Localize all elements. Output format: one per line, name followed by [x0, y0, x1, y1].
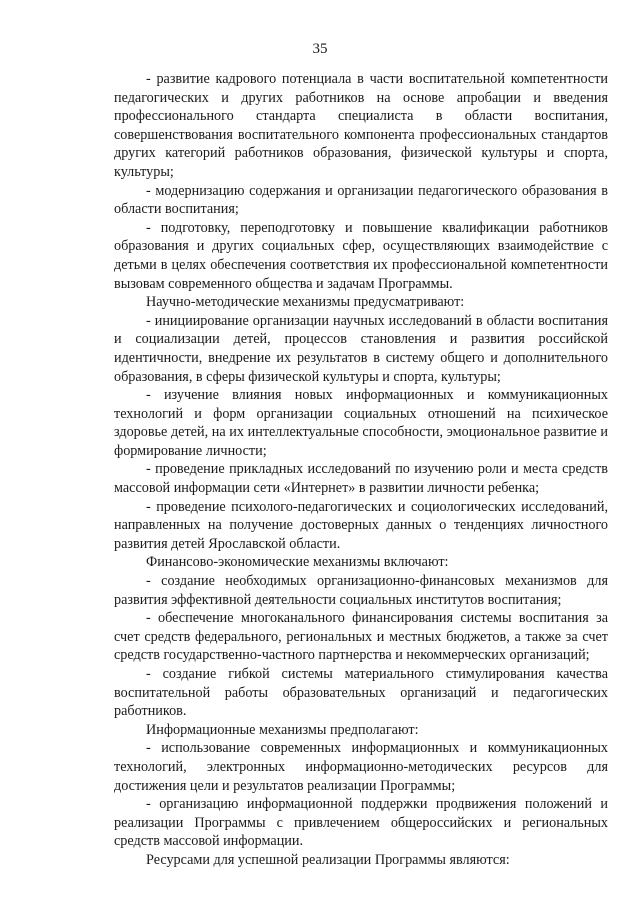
paragraph: - инициирование организации научных исследований в области воспитания и социализации детей, процессов становления и развития российской идентичности, внедрение их результатов в систему общего и дополнительного образования, в сферы физической культуры и спорта, культуры;: [114, 312, 608, 385]
paragraph: - подготовку, переподготовку и повышение квалификации работников образования и других социальных сфер, осуществляющих взаимодействие с детьми в целях обеспечения соответствия их профессиональной компетентности вызовам современного общества и задачам Программы.: [114, 219, 608, 292]
paragraph: - проведение психолого-педагогических и социологических исследований, направленных на получение достоверных данных о тенденциях личностного развития детей Ярославской области.: [114, 498, 608, 552]
section-heading: Научно-методические механизмы предусматривают:: [146, 294, 465, 311]
section-heading: Ресурсами для успешной реализации Программы являются:: [146, 851, 510, 868]
page-body: [114, 70, 608, 870]
paragraph: - обеспечение многоканального финансирования системы воспитания за счет средств федерального, региональных и местных бюджетов, а также за счет средств государственно-частного партнерства и некоммерческих организаций;: [114, 610, 608, 664]
paragraph: - проведение прикладных исследований по изучению роли и места средств массовой информации сети «Интернет» в развитии личности ребенка;: [114, 461, 608, 497]
paragraph: - модернизацию содержания и организации педагогического образования в области воспитания;: [114, 182, 608, 218]
paragraph: - развитие кадрового потенциала в части воспитательной компетентности педагогических и других работников на основе апробации и введения профессионального стандарта специалиста в области воспитания, совершенствования воспитательного компонента профессиональных стандартов других категорий работников образования, физической культуры и спорта, культуры;: [114, 71, 608, 180]
paragraph: - создание необходимых организационно-финансовых механизмов для развития эффективной деятельности социальных институтов воспитания;: [114, 573, 608, 608]
page-number: 35: [312, 41, 328, 57]
paragraph: - использование современных информационных и коммуникационных технологий, электронных информационно-методических ресурсов для достижения цели и результатов реализации Программы;: [114, 740, 608, 794]
section-heading: Финансово-экономические механизмы включают:: [146, 554, 449, 571]
section-heading: Информационные механизмы предполагают:: [146, 721, 419, 738]
paragraph: - создание гибкой системы материального стимулирования качества воспитательной работы образовательных организаций и педагогических работников.: [114, 666, 608, 720]
paragraph: - организацию информационной поддержки продвижения положений и реализации Программы с привлечением общероссийских и региональных средств массовой информации.: [114, 796, 608, 850]
paragraph: - изучение влияния новых информационных и коммуникационных технологий и форм организации социальных отношений на психическое здоровье детей, на их интеллектуальные способности, эмоциональное развитие и формирование личности;: [114, 387, 608, 459]
